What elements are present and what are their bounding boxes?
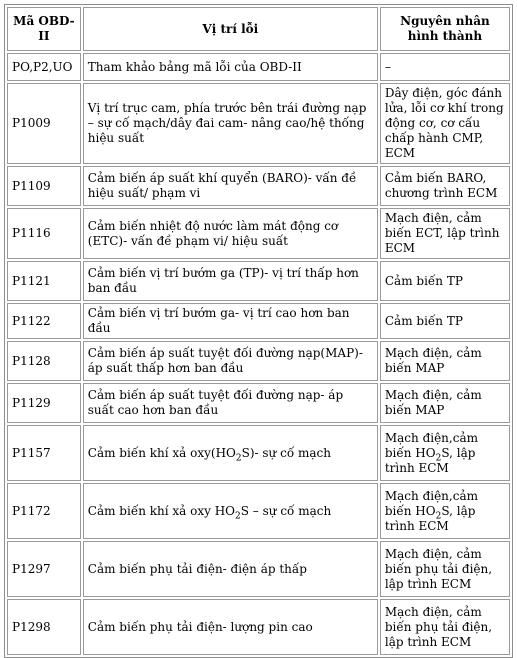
- cell-location: Tham khảo bảng mã lỗi của OBD-II: [83, 53, 378, 81]
- cell-location: Cảm biến vị trí bướm ga (TP)- vị trí thấp hơn ban đầu: [83, 261, 378, 301]
- cell-cause: Dây điện, góc đánh lửa, lỗi cơ khí trong động cơ, cơ cấu chấp hành CMP, ECM: [380, 83, 510, 164]
- cell-cause: [380, 483, 510, 539]
- cell-location: Vị trí trục cam, phía trước bên trái đường nạp – sự cố mạch/dây đai cam- nâng cao/hệ thống hiệu suất: [83, 83, 378, 164]
- cell-cause: Mạch điện, cảm biến MAP: [380, 341, 510, 381]
- table-row: [7, 166, 510, 206]
- header-cause: Nguyên nhân hình thành: [380, 7, 510, 51]
- cell-location-text: S – sự cố mạch: [240, 503, 332, 518]
- cell-cause: Mạch điện, cảm biến ECT, lập trình ECM: [380, 208, 510, 259]
- cell-code: P1157: [7, 425, 81, 481]
- cell-cause-text: S, lập trình ECM: [384, 445, 476, 475]
- cell-cause-subscript: 2: [435, 452, 442, 463]
- cell-location: Cảm biến phụ tải điện- lượng pin cao: [83, 599, 378, 655]
- cell-cause: Cảm biến TP: [380, 261, 510, 301]
- cell-cause-text: Mạch điện,cảm biến HO: [384, 488, 478, 518]
- table-row: [7, 341, 510, 381]
- cell-cause: [380, 425, 510, 481]
- cell-cause-text: Mạch điện,cảm biến HO: [384, 430, 478, 460]
- cell-code: P1128: [7, 341, 81, 381]
- cell-code: P1121: [7, 261, 81, 301]
- cell-code: P1122: [7, 303, 81, 339]
- cell-cause: Cảm biến TP: [380, 303, 510, 339]
- cell-code: P1009: [7, 83, 81, 164]
- cell-location: Cảm biến áp suất khí quyển (BARO)- vấn đề hiệu suất/ phạm vi: [83, 166, 378, 206]
- table-row: [7, 261, 510, 301]
- cell-location: Cảm biến vị trí bướm ga- vị trí cao hơn ban đầu: [83, 303, 378, 339]
- cell-cause: Mạch điện, cảm biến phụ tải điện, lập trình ECM: [380, 541, 510, 597]
- cell-location: Cảm biến phụ tải điện- điện áp thấp: [83, 541, 378, 597]
- cell-code: P1298: [7, 599, 81, 655]
- cell-location: [83, 425, 378, 481]
- cell-code: P1172: [7, 483, 81, 539]
- cell-cause: Cảm biến BARO, chương trình ECM: [380, 166, 510, 206]
- cell-code: P1109: [7, 166, 81, 206]
- table-body: [7, 53, 510, 655]
- header-row: [7, 7, 510, 51]
- cell-code: P1297: [7, 541, 81, 597]
- cell-cause: Mạch điện, cảm biến MAP: [380, 383, 510, 423]
- cell-code: PO,P2,UO: [7, 53, 81, 81]
- cell-cause-text: S, lập trình ECM: [384, 503, 476, 533]
- table-row: [7, 303, 510, 339]
- cell-location: Cảm biến áp suất tuyệt đối đường nạp- áp suất cao hơn ban đầu: [83, 383, 378, 423]
- cell-location-text: Cảm biến khí xả oxy(HO: [87, 445, 236, 460]
- cell-location-subscript: 2: [235, 510, 241, 521]
- obd-code-table: [4, 4, 513, 658]
- cell-location-subscript: 2: [235, 452, 242, 463]
- table-row: [7, 208, 510, 259]
- cell-location: Cảm biến áp suất tuyệt đối đường nạp(MAP)- áp suất thấp hơn ban đầu: [83, 341, 378, 381]
- cell-location: [83, 483, 378, 539]
- cell-cause: Mạch điện, cảm biến phụ tải điện, lập trình ECM: [380, 599, 510, 655]
- cell-cause-subscript: 2: [435, 510, 442, 521]
- table-row: [7, 425, 510, 481]
- table-row: [7, 483, 510, 539]
- table-row: [7, 541, 510, 597]
- table-row: [7, 83, 510, 164]
- table-row: [7, 53, 510, 81]
- table-row: [7, 599, 510, 655]
- cell-cause: –: [380, 53, 510, 81]
- cell-location: Cảm biến nhiệt độ nước làm mát động cơ (ETC)- vấn đề phạm vi/ hiệu suất: [83, 208, 378, 259]
- cell-location-text: Cảm biến khí xả oxy HO: [87, 503, 236, 518]
- cell-code: P1129: [7, 383, 81, 423]
- cell-code: P1116: [7, 208, 81, 259]
- header-location: Vị trí lỗi: [83, 7, 378, 51]
- cell-location-text: S)- sự cố mạch: [241, 445, 331, 460]
- table-row: [7, 383, 510, 423]
- header-code: Mã OBD-II: [7, 7, 81, 51]
